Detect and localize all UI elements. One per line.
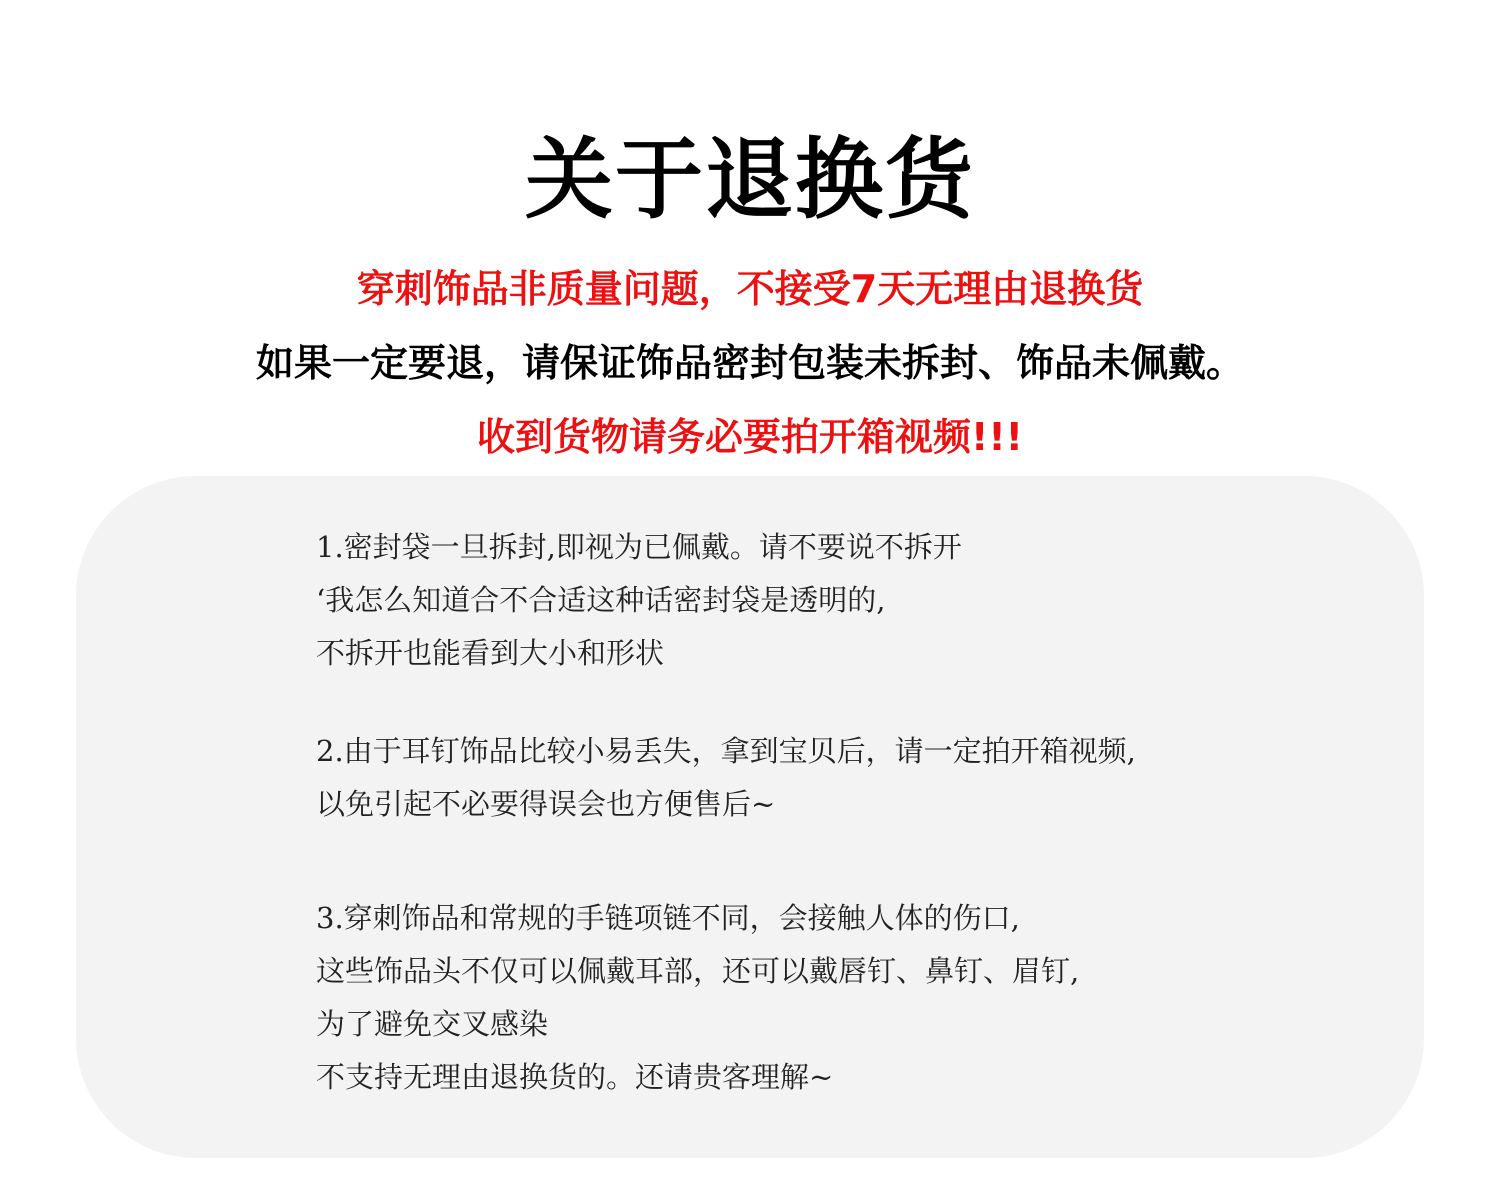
page-title: 关于退换货	[524, 128, 975, 231]
info-line: 不拆开也能看到大小和形状	[316, 636, 665, 670]
info-line: 不支持无理由退换货的。还请贵客理解~	[316, 1060, 834, 1094]
info-line: 3.穿刺饰品和常规的手链项链不同，会接触人体的伤口,	[316, 901, 1020, 935]
info-line: 以免引起不必要得误会也方便售后~	[316, 787, 776, 821]
info-section-3	[316, 892, 1079, 1104]
notice-unboxing-video: 收到货物请务必要拍开箱视频!!!	[477, 415, 1023, 459]
info-section-1	[316, 521, 962, 680]
notice-return-condition: 如果一定要退，请保证饰品密封包装未拆封、饰品未佩戴。	[255, 341, 1244, 385]
info-line: 1.密封袋一旦拆封,即视为已佩戴。请不要说不拆开	[316, 530, 962, 564]
info-line: 这些饰品头不仅可以佩戴耳部，还可以戴唇钉、鼻钉、眉钉,	[316, 954, 1080, 988]
info-line: ‘我怎么知道合不合适这种话密封袋是透明的,	[316, 583, 886, 617]
info-line: 2.由于耳钉饰品比较小易丢失，拿到宝贝后，请一定拍开箱视频,	[316, 734, 1136, 768]
info-line: 为了避免交叉感染	[316, 1007, 549, 1041]
info-section-2	[316, 725, 1136, 831]
notice-no-return: 穿刺饰品非质量问题，不接受7天无理由退换货	[356, 267, 1144, 311]
